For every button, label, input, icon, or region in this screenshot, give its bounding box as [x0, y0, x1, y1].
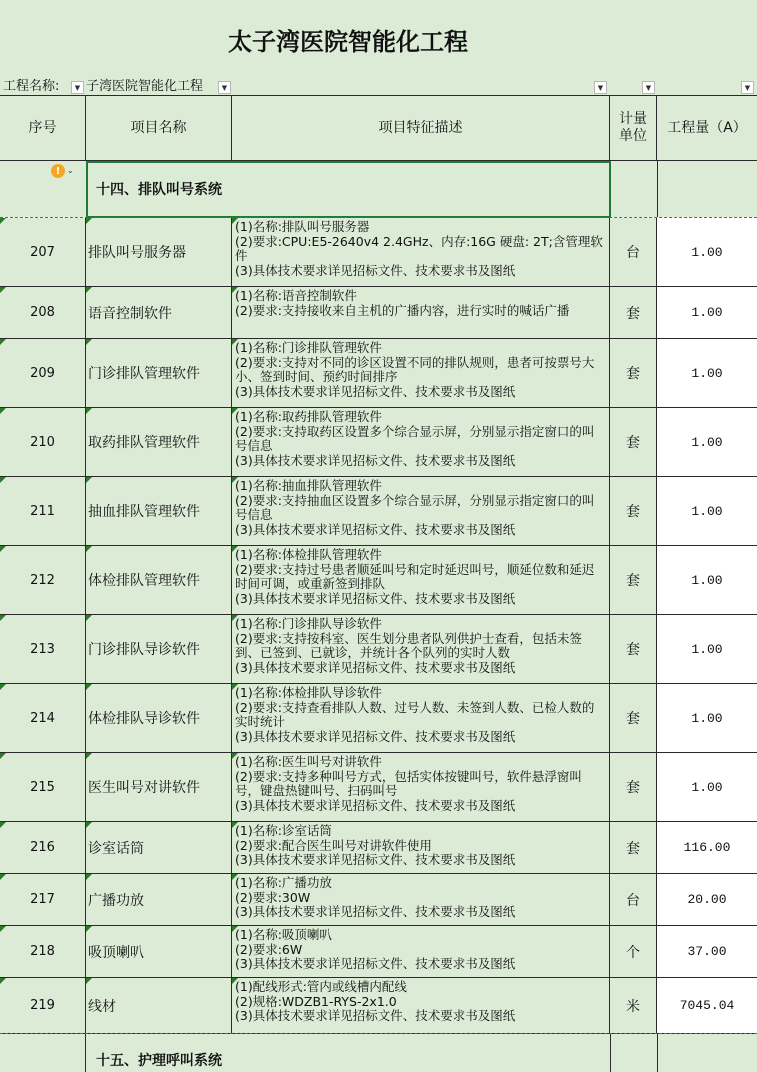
item-name-cell[interactable]: 广播功放: [86, 874, 232, 926]
error-indicator-icon: [0, 218, 6, 224]
project-name-value[interactable]: 子湾医院智能化工程: [86, 79, 204, 94]
seq-cell[interactable]: 207: [0, 218, 86, 287]
quantity-cell[interactable]: 1.00: [657, 339, 757, 408]
section-qty-cell[interactable]: [657, 161, 757, 217]
quantity-cell[interactable]: 116.00: [657, 822, 757, 874]
unit-cell[interactable]: 套: [610, 822, 657, 874]
seq-cell[interactable]: 212: [0, 546, 86, 615]
header-description[interactable]: 项目特征描述: [232, 96, 610, 161]
item-name-cell[interactable]: 体检排队导诊软件: [86, 684, 232, 753]
filter-dropdown-icon[interactable]: ▼: [642, 81, 655, 94]
error-indicator-icon: [86, 753, 92, 759]
error-indicator-icon: [0, 822, 6, 828]
description-cell[interactable]: (1)名称:医生叫号对讲软件 (2)要求:支持多种叫号方式，包括实体按键叫号，软件悬浮窗叫号，键盘热键叫号、扫码叫号 (3)具体技术要求详见招标文件、技术要求书及图纸: [232, 753, 610, 822]
error-indicator-icon: [86, 978, 92, 984]
description-cell[interactable]: (1)名称:语音控制软件 (2)要求:支持接收来自主机的广播内容，进行实时的喊话广播: [232, 287, 610, 339]
seq-cell[interactable]: 209: [0, 339, 86, 408]
unit-cell[interactable]: 套: [610, 615, 657, 684]
item-name-cell[interactable]: 语音控制软件: [86, 287, 232, 339]
error-indicator-icon: [232, 218, 238, 224]
section-seq-cell[interactable]: [0, 1034, 86, 1072]
chevron-down-icon[interactable]: ⌄: [67, 166, 74, 175]
description-cell[interactable]: (1)名称:体检排队导诊软件 (2)要求:支持查看排队人数、过号人数、未签到人数、已检人数的实时统计 (3)具体技术要求详见招标文件、技术要求书及图纸: [232, 684, 610, 753]
error-indicator-icon: [232, 477, 238, 483]
header-quantity[interactable]: 工程量（A）: [657, 96, 757, 161]
error-indicator-icon: [86, 287, 92, 293]
error-indicator-icon: [232, 874, 238, 880]
filter-dropdown-icon[interactable]: ▼: [741, 81, 754, 94]
item-name-cell[interactable]: 吸顶喇叭: [86, 926, 232, 978]
header-seq[interactable]: 序号: [0, 96, 86, 161]
error-indicator-icon: [232, 978, 238, 984]
seq-cell[interactable]: 213: [0, 615, 86, 684]
description-cell[interactable]: (1)名称:排队叫号服务器 (2)要求:CPU:E5-2640v4 2.4GHz、内存:16G 硬盘: 2T;含管理软件 (3)具体技术要求详见招标文件、技术要求书及图纸: [232, 218, 610, 287]
unit-cell[interactable]: 套: [610, 684, 657, 753]
quantity-cell[interactable]: 1.00: [657, 615, 757, 684]
description-cell[interactable]: (1)名称:诊室话筒 (2)要求:配合医生叫号对讲软件使用 (3)具体技术要求详见招标文件、技术要求书及图纸: [232, 822, 610, 874]
project-name-label: 工程名称:: [3, 79, 60, 94]
item-name-cell[interactable]: 线材: [86, 978, 232, 1034]
warning-icon[interactable]: !: [51, 164, 65, 178]
error-indicator-icon: [232, 684, 238, 690]
section-title-14[interactable]: 十四、排队叫号系统: [86, 161, 610, 217]
error-indicator-icon: [0, 477, 6, 483]
quantity-cell[interactable]: 37.00: [657, 926, 757, 978]
unit-cell[interactable]: 米: [610, 978, 657, 1034]
header-unit[interactable]: 计量 单位: [610, 96, 657, 161]
error-indicator-icon: [86, 926, 92, 932]
section-title-15[interactable]: 十五、护理呼叫系统: [86, 1034, 610, 1072]
item-name-cell[interactable]: 抽血排队管理软件: [86, 477, 232, 546]
unit-cell[interactable]: 个: [610, 926, 657, 978]
error-indicator-icon: [232, 408, 238, 414]
seq-cell[interactable]: 214: [0, 684, 86, 753]
item-name-cell[interactable]: 体检排队管理软件: [86, 546, 232, 615]
unit-cell[interactable]: 台: [610, 218, 657, 287]
error-indicator-icon: [86, 408, 92, 414]
seq-cell[interactable]: 215: [0, 753, 86, 822]
section-qty-cell[interactable]: [657, 1034, 757, 1072]
error-indicator-icon: [0, 339, 6, 345]
error-indicator-icon: [86, 477, 92, 483]
description-cell[interactable]: (1)名称:体检排队管理软件 (2)要求:支持过号患者顺延叫号和定时延迟叫号，顺延位数和延迟时间可调，或重新签到排队 (3)具体技术要求详见招标文件、技术要求书及图纸: [232, 546, 610, 615]
title-left-cell[interactable]: [0, 0, 86, 78]
description-cell[interactable]: (1)名称:取药排队管理软件 (2)要求:支持取药区设置多个综合显示屏，分别显示指定窗口的叫号信息 (3)具体技术要求详见招标文件、技术要求书及图纸: [232, 408, 610, 477]
description-cell[interactable]: (1)名称:抽血排队管理软件 (2)要求:支持抽血区设置多个综合显示屏，分别显示指定窗口的叫号信息 (3)具体技术要求详见招标文件、技术要求书及图纸: [232, 477, 610, 546]
error-indicator-icon: [86, 339, 92, 345]
error-indicator-icon: [232, 546, 238, 552]
seq-cell[interactable]: 210: [0, 408, 86, 477]
seq-cell[interactable]: 211: [0, 477, 86, 546]
error-indicator-icon: [232, 926, 238, 932]
section-unit-cell[interactable]: [610, 161, 657, 217]
description-cell[interactable]: (1)配线形式:管内或线槽内配线 (2)规格:WDZB1-RYS-2x1.0 (3)具体技术要求详见招标文件、技术要求书及图纸: [232, 978, 610, 1034]
error-indicator-icon: [0, 684, 6, 690]
unit-cell[interactable]: 套: [610, 339, 657, 408]
item-name-cell[interactable]: 医生叫号对讲软件: [86, 753, 232, 822]
unit-cell[interactable]: 套: [610, 408, 657, 477]
error-indicator-icon: [86, 874, 92, 880]
seq-cell[interactable]: 217: [0, 874, 86, 926]
quantity-cell[interactable]: 7045.04: [657, 978, 757, 1034]
cell-selection-border: [86, 161, 611, 218]
error-indicator-icon: [0, 287, 6, 293]
unit-cell[interactable]: 套: [610, 753, 657, 822]
error-indicator-icon: [86, 684, 92, 690]
description-cell[interactable]: (1)名称:吸顶喇叭 (2)要求:6W (3)具体技术要求详见招标文件、技术要求书及图纸: [232, 926, 610, 978]
error-indicator-icon: [86, 546, 92, 552]
description-cell[interactable]: (1)名称:广播功放 (2)要求:30W (3)具体技术要求详见招标文件、技术要求书及图纸: [232, 874, 610, 926]
quantity-cell[interactable]: 1.00: [657, 408, 757, 477]
header-item-name[interactable]: 项目名称: [86, 96, 232, 161]
item-name-cell[interactable]: 诊室话筒: [86, 822, 232, 874]
seq-cell[interactable]: 216: [0, 822, 86, 874]
seq-cell[interactable]: 218: [0, 926, 86, 978]
error-indicator-icon: [0, 408, 6, 414]
section-unit-cell[interactable]: [610, 1034, 657, 1072]
item-name-cell[interactable]: 门诊排队导诊软件: [86, 615, 232, 684]
error-indicator-icon: [0, 978, 6, 984]
error-indicator-icon: [232, 822, 238, 828]
unit-cell[interactable]: 套: [610, 477, 657, 546]
seq-cell[interactable]: 219: [0, 978, 86, 1034]
quantity-cell[interactable]: 1.00: [657, 287, 757, 339]
quantity-cell[interactable]: 1.00: [657, 218, 757, 287]
error-indicator-icon: [86, 822, 92, 828]
title-right-cell[interactable]: [610, 0, 757, 78]
error-indicator-icon: [232, 753, 238, 759]
item-name-cell[interactable]: 排队叫号服务器: [86, 218, 232, 287]
description-cell[interactable]: (1)名称:门诊排队管理软件 (2)要求:支持对不同的诊区设置不同的排队规则，患者可按票号大小、签到时间、预约时间排序 (3)具体技术要求详见招标文件、技术要求书及图纸: [232, 339, 610, 408]
error-indicator-icon: [86, 218, 92, 224]
quantity-cell[interactable]: 1.00: [657, 546, 757, 615]
item-name-cell[interactable]: 门诊排队管理软件: [86, 339, 232, 408]
description-cell[interactable]: (1)名称:门诊排队导诊软件 (2)要求:支持按科室、医生划分患者队列供护士查看，包括未签到、已签到、已就诊，并统计各个队列的实时人数 (3)具体技术要求详见招标文件、技术要求书及图纸: [232, 615, 610, 684]
unit-cell[interactable]: 台: [610, 874, 657, 926]
filter-dropdown-icon[interactable]: ▼: [71, 81, 84, 94]
error-indicator-icon: [232, 339, 238, 345]
error-indicator-icon: [0, 874, 6, 880]
error-indicator-icon: [0, 753, 6, 759]
filter-dropdown-icon[interactable]: ▼: [594, 81, 607, 94]
error-indicator-icon: [0, 546, 6, 552]
unit-cell[interactable]: 套: [610, 546, 657, 615]
item-name-cell[interactable]: 取药排队管理软件: [86, 408, 232, 477]
quantity-cell[interactable]: 20.00: [657, 874, 757, 926]
quantity-cell[interactable]: 1.00: [657, 684, 757, 753]
error-indicator-icon: [86, 615, 92, 621]
sheet-title: 太子湾医院智能化工程: [86, 0, 610, 78]
error-indicator-icon: [232, 615, 238, 621]
quantity-cell[interactable]: 1.00: [657, 477, 757, 546]
error-indicator-icon: [0, 615, 6, 621]
error-indicator-icon: [0, 926, 6, 932]
error-indicator-icon: [232, 287, 238, 293]
unit-cell[interactable]: 套: [610, 287, 657, 339]
quantity-cell[interactable]: 1.00: [657, 753, 757, 822]
seq-cell[interactable]: 208: [0, 287, 86, 339]
filter-dropdown-icon[interactable]: ▼: [218, 81, 231, 94]
